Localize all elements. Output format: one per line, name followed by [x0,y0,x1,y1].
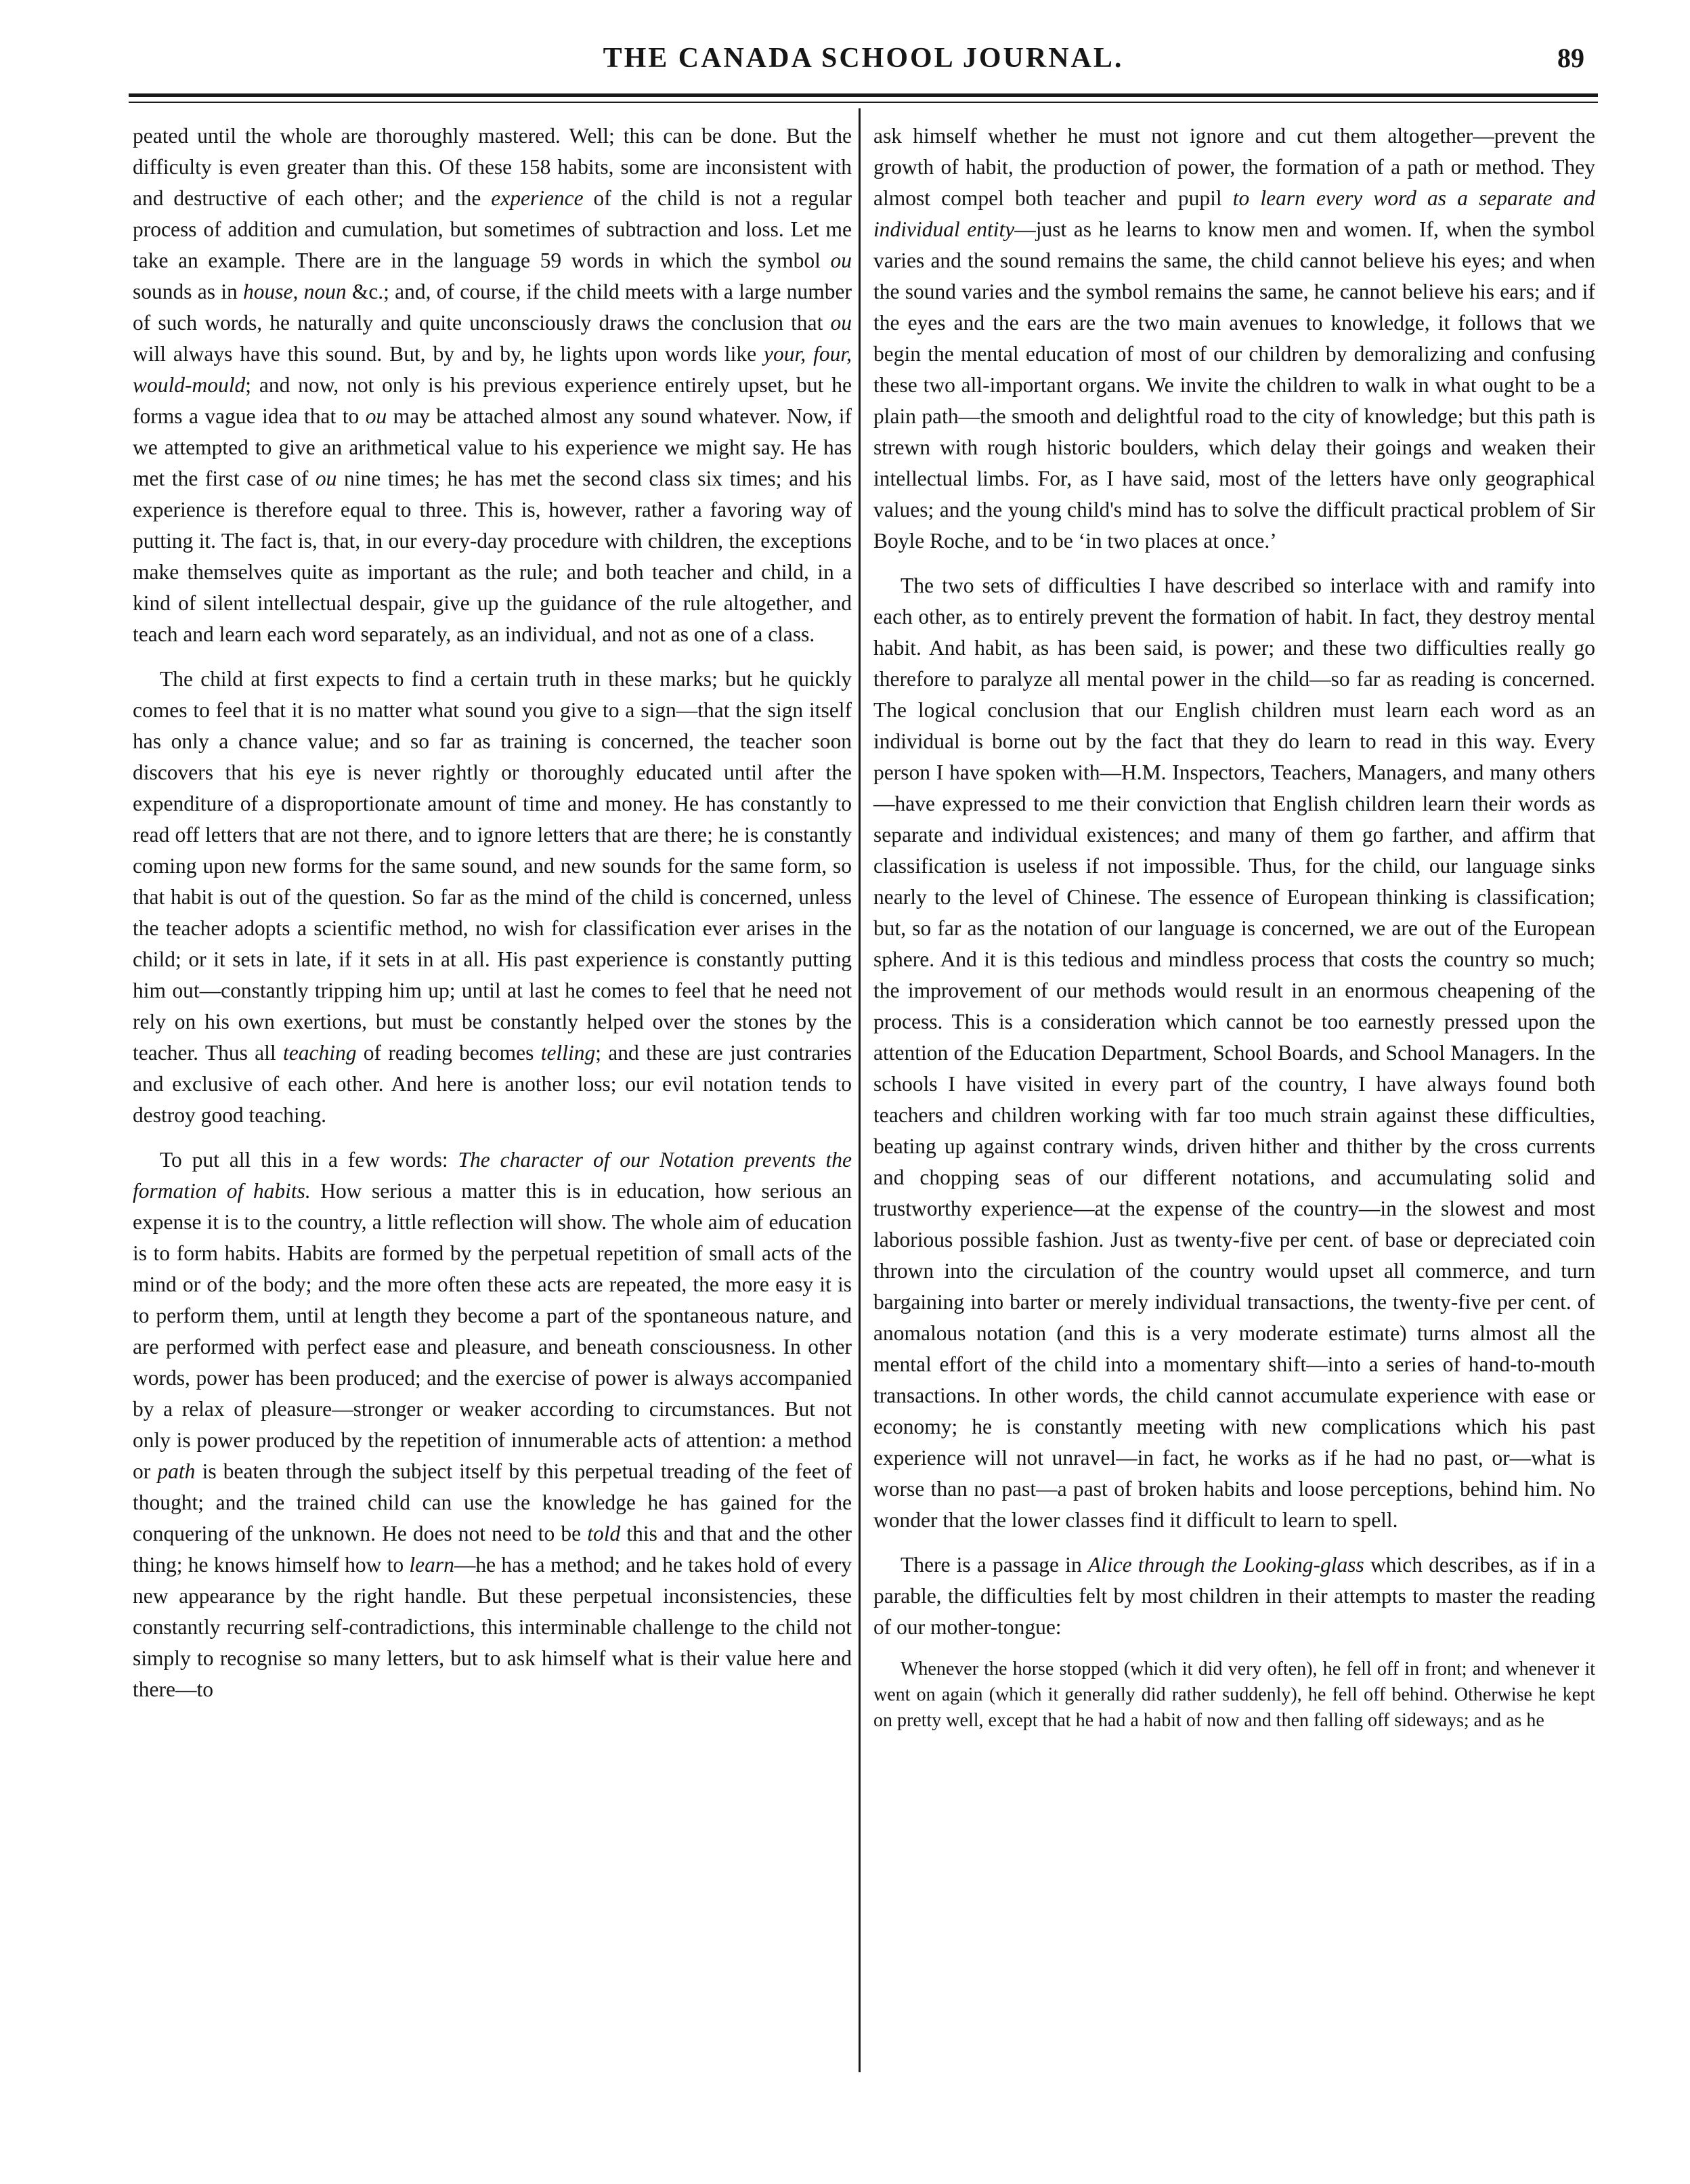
text-run: How serious a matter this is in education, how serious an expense it is to the country, a little reflection will show. The whole aim of education is to form habits. Habits are formed by the perpetual repetition of small acts of the mind or of the body; and the more often these acts are repeated, the more easy it is to perform them, until at length they become a part of the spontaneous nature, and are performed with perfect ease and pleasure, and beneath consciousness. In other words, power has been produced; and the exercise of power is always accompanied by a relax of pleasure—stronger or weaker according to circumstances. But not only is power produced by the repetition of innumerable acts of attention: a method or [133,1179,852,1483]
italic-text: house, noun [242,280,347,303]
text-run: The two sets of difficulties I have described so interlace with and ramify into each other, as to entirely prevent the formation of habit. In fact, they destroy mental habit. And habit, as has been said, is power; and these two difficulties really go therefore to paralyze all mental power in the child—so far as reading is concerned. The logical conclusion that our English children must learn each word as an individual is borne out by the fact that they do learn to read in this way. Every person I have spoken with—H.M. Inspectors, Teachers, Managers, and many others—have expressed to me their conviction that English children learn their words as separate and individual existences; and many of them go farther, and affirm that classification is useless if not impossible. Thus, for the child, our language sinks nearly to the level of Chinese. The essence of European thinking is classification; but, so far as the notation of our language is concerned, we are out of the European sphere. And it is this tedious and mindless process that costs the country so much; the improvement of our methods would result in an enormous cheapening of the process. This is a consideration which cannot be too earnestly pressed upon the attention of the Education Department, School Boards, and School Managers. In the schools I have visited in every part of the country, I have always found both teachers and children working with far too much strain against these difficulties, beating up against contrary winds, driven hither and thither by the cross currents and chopping seas of our different notations, and accumulating solid and trustworthy experience—at the expense of the country—in the slowest and most laborious possible fashion. Just as twenty-five per cent. of base or depreciated coin thrown into the circulation of the country would upset all commerce, and turn bargaining into barter or merely individual transactions, the twenty-five per cent. of anomalous notation (and this is a very moderate estimate) turns almost all the mental effort of the child into a momentary shift—into a series of hand-to-mouth transactions. In other words, the child cannot accumulate experience with ease or economy; he is constantly meeting with new complications which his past experience will not unravel—in fact, he works as if he had no past, or—what is worse than no past—a past of broken habits and loose perceptions, behind him. No wonder that the lower classes find it difficult to learn to spell. [873,574,1595,1532]
text-run: may be attached almost any sound whatever. Now, if we attempted to give an arithmetical value to his experience we might say. He has met the first case of [133,404,852,490]
left-paragraph-3 [133,1144,852,1705]
italic-text: your, four, would-mould [133,342,852,397]
text-run: peated until the whole are thoroughly mastered. Well; this can be done. But the difficulty is even greater than this. Of these 158 habits, some are inconsistent with and destructive of each other; and the [133,124,852,210]
left-paragraph-1 [133,121,852,650]
italic-text: ou [365,404,387,428]
italic-text: experience [491,186,584,210]
italic-text: to learn every word as a separate and individual entity [873,186,1595,241]
italic-text: Alice through the Looking-glass [1087,1553,1364,1577]
header-rule-thin [129,102,1598,103]
text-run: of reading becomes [356,1041,541,1065]
left-paragraph-2 [133,664,852,1131]
right-column [873,121,1595,1734]
italic-text: telling [540,1041,596,1065]
text-run: There is a passage in [901,1553,1088,1577]
text-run: —he has a method; and he takes hold of every new appearance by the right handle. But these perpetual inconsistencies, these constantly recurring self-contradictions, this interminable challenge to the child not simply to recognise so many letters, but to ask himself what is their value here and there—to [133,1553,852,1701]
italic-text: path [157,1459,196,1483]
text-run: &c.; and, of course, if the child meets with a large number of such words, he naturally and quite unconsciously draws the conclusion that [133,280,852,335]
text-run: of the child is not a regular process of addition and cumulation, but sometimes of subtraction and loss. Let me take an example. There are in the language 59 words in which the symbol [133,186,852,272]
text-run: ; and these are just contraries and exclusive of each other. And here is another loss; our evil notation tends to destroy good teaching. [133,1041,852,1127]
right-paragraph-3 [873,1549,1595,1643]
text-run: ; and now, not only is his previous experience entirely upset, but he forms a vague idea that to [133,373,852,428]
running-head [129,42,1598,83]
italic-text: ou [315,467,337,490]
header-rule-thick [129,93,1598,97]
italic-text: ou [830,249,852,272]
italic-text: teaching [282,1041,357,1065]
right-paragraph-1 [873,121,1595,557]
italic-text: learn [409,1553,454,1577]
text-run: ask himself whether he must not ignore and cut them altogether—prevent the growth of habit, the production of power, the formation of a path or method. They almost compel both teacher and pupil [873,124,1595,210]
right-paragraph-2 [873,570,1595,1536]
journal-title: THE CANADA SCHOOL JOURNAL. [603,43,1124,74]
text-run: To put all this in a few words: [160,1148,458,1172]
text-run: is beaten through the subject itself by this perpetual treading of the feet of thought; and the trained child can use the knowledge he has gained for the conquering of the unknown. He does not need to be [133,1459,852,1545]
italic-text: The character of our Notation prevents the formation of habits. [133,1148,852,1203]
column-divider [859,108,861,2072]
text-run: this and that and the other thing; he knows himself how to [133,1522,852,1577]
text-run: will always have this sound. But, by and by, he lights upon words like [133,342,764,366]
text-run: nine times; he has met the second class six times; and his experience is therefore equal to three. This is, however, rather a favoring way of putting it. The fact is, that, in our every-day procedure with children, the exceptions make themselves quite as important as the rule; and both teacher and child, in a kind of silent intellectual despair, give up the guidance of the rule altogether, and teach and learn each word separately, as an individual, and not as one of a class. [133,467,852,646]
block-quote: Whenever the horse stopped (which it did very often), he fell off in front; and whenever it went on again (which it generally did rather suddenly), he fell off behind. Otherwise he kept on pretty well, except that he had a habit of now and then falling off sideways; and as he [873,1658,1595,1731]
text-run: —just as he learns to know men and women. If, when the symbol varies and the sound remains the same, the child cannot believe his eyes; and when the sound varies and the symbol remains the same, he cannot believe his ears; and if the eyes and the ears are the two main avenues to knowledge, it follows that we begin the mental education of most of our children by demoralizing and confusing these two all-important organs. We invite the children to walk in what ought to be a plain path—the smooth and delightful road to the city of knowledge; but this path is strewn with rough historic boulders, which delay their goings and weaken their intellectual limbs. For, as I have said, most of the letters have only geographical values; and the young child's mind has to solve the difficult practical problem of Sir Boyle Roche, and to be ‘in two places at once.’ [873,217,1595,553]
text-run: sounds as in [133,280,243,303]
text-run: which describes, as if in a parable, the difficulties felt by most children in their attempts to master the reading of our mother-tongue: [873,1553,1595,1639]
page-number: 89 [1557,43,1584,73]
left-column [133,121,852,1705]
italic-text: ou [830,311,852,335]
text-run: The child at first expects to find a certain truth in these marks; but he quickly comes to feel that it is no matter what sound you give to a sign—that the sign itself has only a chance value; and so far as training is concerned, the teacher soon discovers that his eye is never rightly or thoroughly educated until after the expenditure of a disproportionate amount of time and money. He has constantly to read off letters that are not there, and to ignore letters that are there; he is constantly coming upon new forms for the same sound, and new sounds for the same form, so that habit is out of the question. So far as the mind of the child is concerned, unless the teacher adopts a scientific method, no wish for classification ever arises in the child; or it sets in late, if it sets in at all. His past experience is constantly putting him out—constantly tripping him up; until at last he comes to feel that he need not rely on his own exertions, but must be constantly helped over the stones by the teacher. Thus all [133,667,852,1065]
italic-text: told [587,1522,621,1545]
